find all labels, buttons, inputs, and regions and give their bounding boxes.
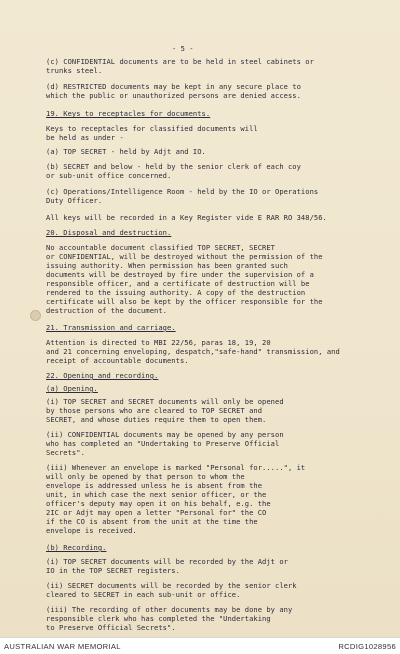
section-heading: 19. Keys to receptacles for documents. (46, 109, 211, 118)
text-line: or CONFIDENTIAL, will be destroyed without the permission of the (46, 252, 323, 261)
footer-record-id: RCDIG1028956 (338, 642, 396, 651)
text-line: responsible clerk who has completed the "Undertaking (46, 614, 271, 623)
text-line: (c) CONFIDENTIAL documents are to be held in steel cabinets or (46, 57, 314, 66)
text-line: issuing authority. When permission has been granted such (46, 261, 288, 270)
text-line: IO in the TOP SECRET registers. (46, 566, 180, 575)
text-line: (ii) CONFIDENTIAL documents may be opened by any person (46, 430, 284, 439)
text-line: envelope is addressed unless he is absent from the (46, 481, 263, 490)
section-heading: 21. Transmission and carriage. (46, 323, 176, 332)
text-line: Attention is directed to MBI 22/56, paras 18, 19, 20 (46, 338, 271, 347)
page-number: - 5 - (172, 44, 194, 53)
text-line: (a) TOP SECRET - held by Adjt and IO. (46, 147, 206, 156)
text-line: (iii) Whenever an envelope is marked "Personal for.....", it (46, 463, 306, 472)
text-line: who has completed an "Undertaking to Preserve Official (46, 439, 280, 448)
section-heading: 22. Opening and recording. (46, 371, 159, 380)
text-line: rendered to the issuing authority. A copy of the destruction (46, 288, 306, 297)
section-heading: 20. Disposal and destruction. (46, 228, 172, 237)
text-line: (iii) The recording of other documents may be done by any (46, 605, 293, 614)
text-line: (c) Operations/Intelligence Room - held by the IO or Operations (46, 187, 319, 196)
text-line: destruction of the document. (46, 306, 167, 315)
text-line: Duty Officer. (46, 196, 103, 205)
text-line: Keys to receptacles for classified documents will (46, 124, 258, 133)
text-line: (d) RESTRICTED documents may be kept in any secure place to (46, 82, 301, 91)
text-line: Secrets". (46, 448, 85, 457)
text-line: and 21 concerning enveloping, despatch,"safe-hand" transmission, and (46, 347, 340, 356)
text-line: No accountable document classified TOP SECRET, SECRET (46, 243, 276, 252)
text-line: All keys will be recorded in a Key Register vide E RAR RO 348/56. (46, 213, 327, 222)
text-line: SECRET, and whose duties require them to open them. (46, 415, 267, 424)
text-line: if the CO is absent from the unit at the time the (46, 517, 258, 526)
text-line: to Preserve Official Secrets". (46, 623, 176, 632)
text-line: responsible officer, and a certificate of destruction will be (46, 279, 310, 288)
text-line: (ii) SECRET documents will be recorded by the senior clerk (46, 581, 297, 590)
text-line: (i) TOP SECRET and SECRET documents will only be opened (46, 397, 284, 406)
section-heading: (a) Opening. (46, 384, 98, 393)
section-heading: (b) Recording. (46, 543, 107, 552)
text-line: by those persons who are cleared to TOP SECRET and (46, 406, 263, 415)
text-line: envelope is received. (46, 526, 137, 535)
footer-institution: AUSTRALIAN WAR MEMORIAL (4, 642, 121, 651)
text-line: or sub-unit office concerned. (46, 171, 172, 180)
text-line: trunks steel. (46, 66, 103, 75)
text-line: 2IC or Adjt may open a letter "Personal for" the CO (46, 508, 267, 517)
text-line: certificate will also be kept by the officer responsible for the (46, 297, 323, 306)
text-line: will only be opened by that person to whom the (46, 472, 245, 481)
archive-footer (0, 637, 400, 654)
text-line: (i) TOP SECRET documents will be recorded by the Adjt or (46, 557, 288, 566)
punch-hole (30, 310, 41, 321)
text-line: receipt of accountable documents. (46, 356, 189, 365)
text-line: officer's deputy may open it on his behalf, e.g. the (46, 499, 271, 508)
text-line: (b) SECRET and below - held by the senior clerk of each coy (46, 162, 301, 171)
text-line: be held as under - (46, 133, 124, 142)
text-line: which the public or unauthorized persons are denied access. (46, 91, 301, 100)
text-line: cleared to SECRET in each sub-unit or office. (46, 590, 241, 599)
text-line: documents will be destroyed by fire under the supervision of a (46, 270, 314, 279)
text-line: unit, in which case the next senior officer, or the (46, 490, 267, 499)
